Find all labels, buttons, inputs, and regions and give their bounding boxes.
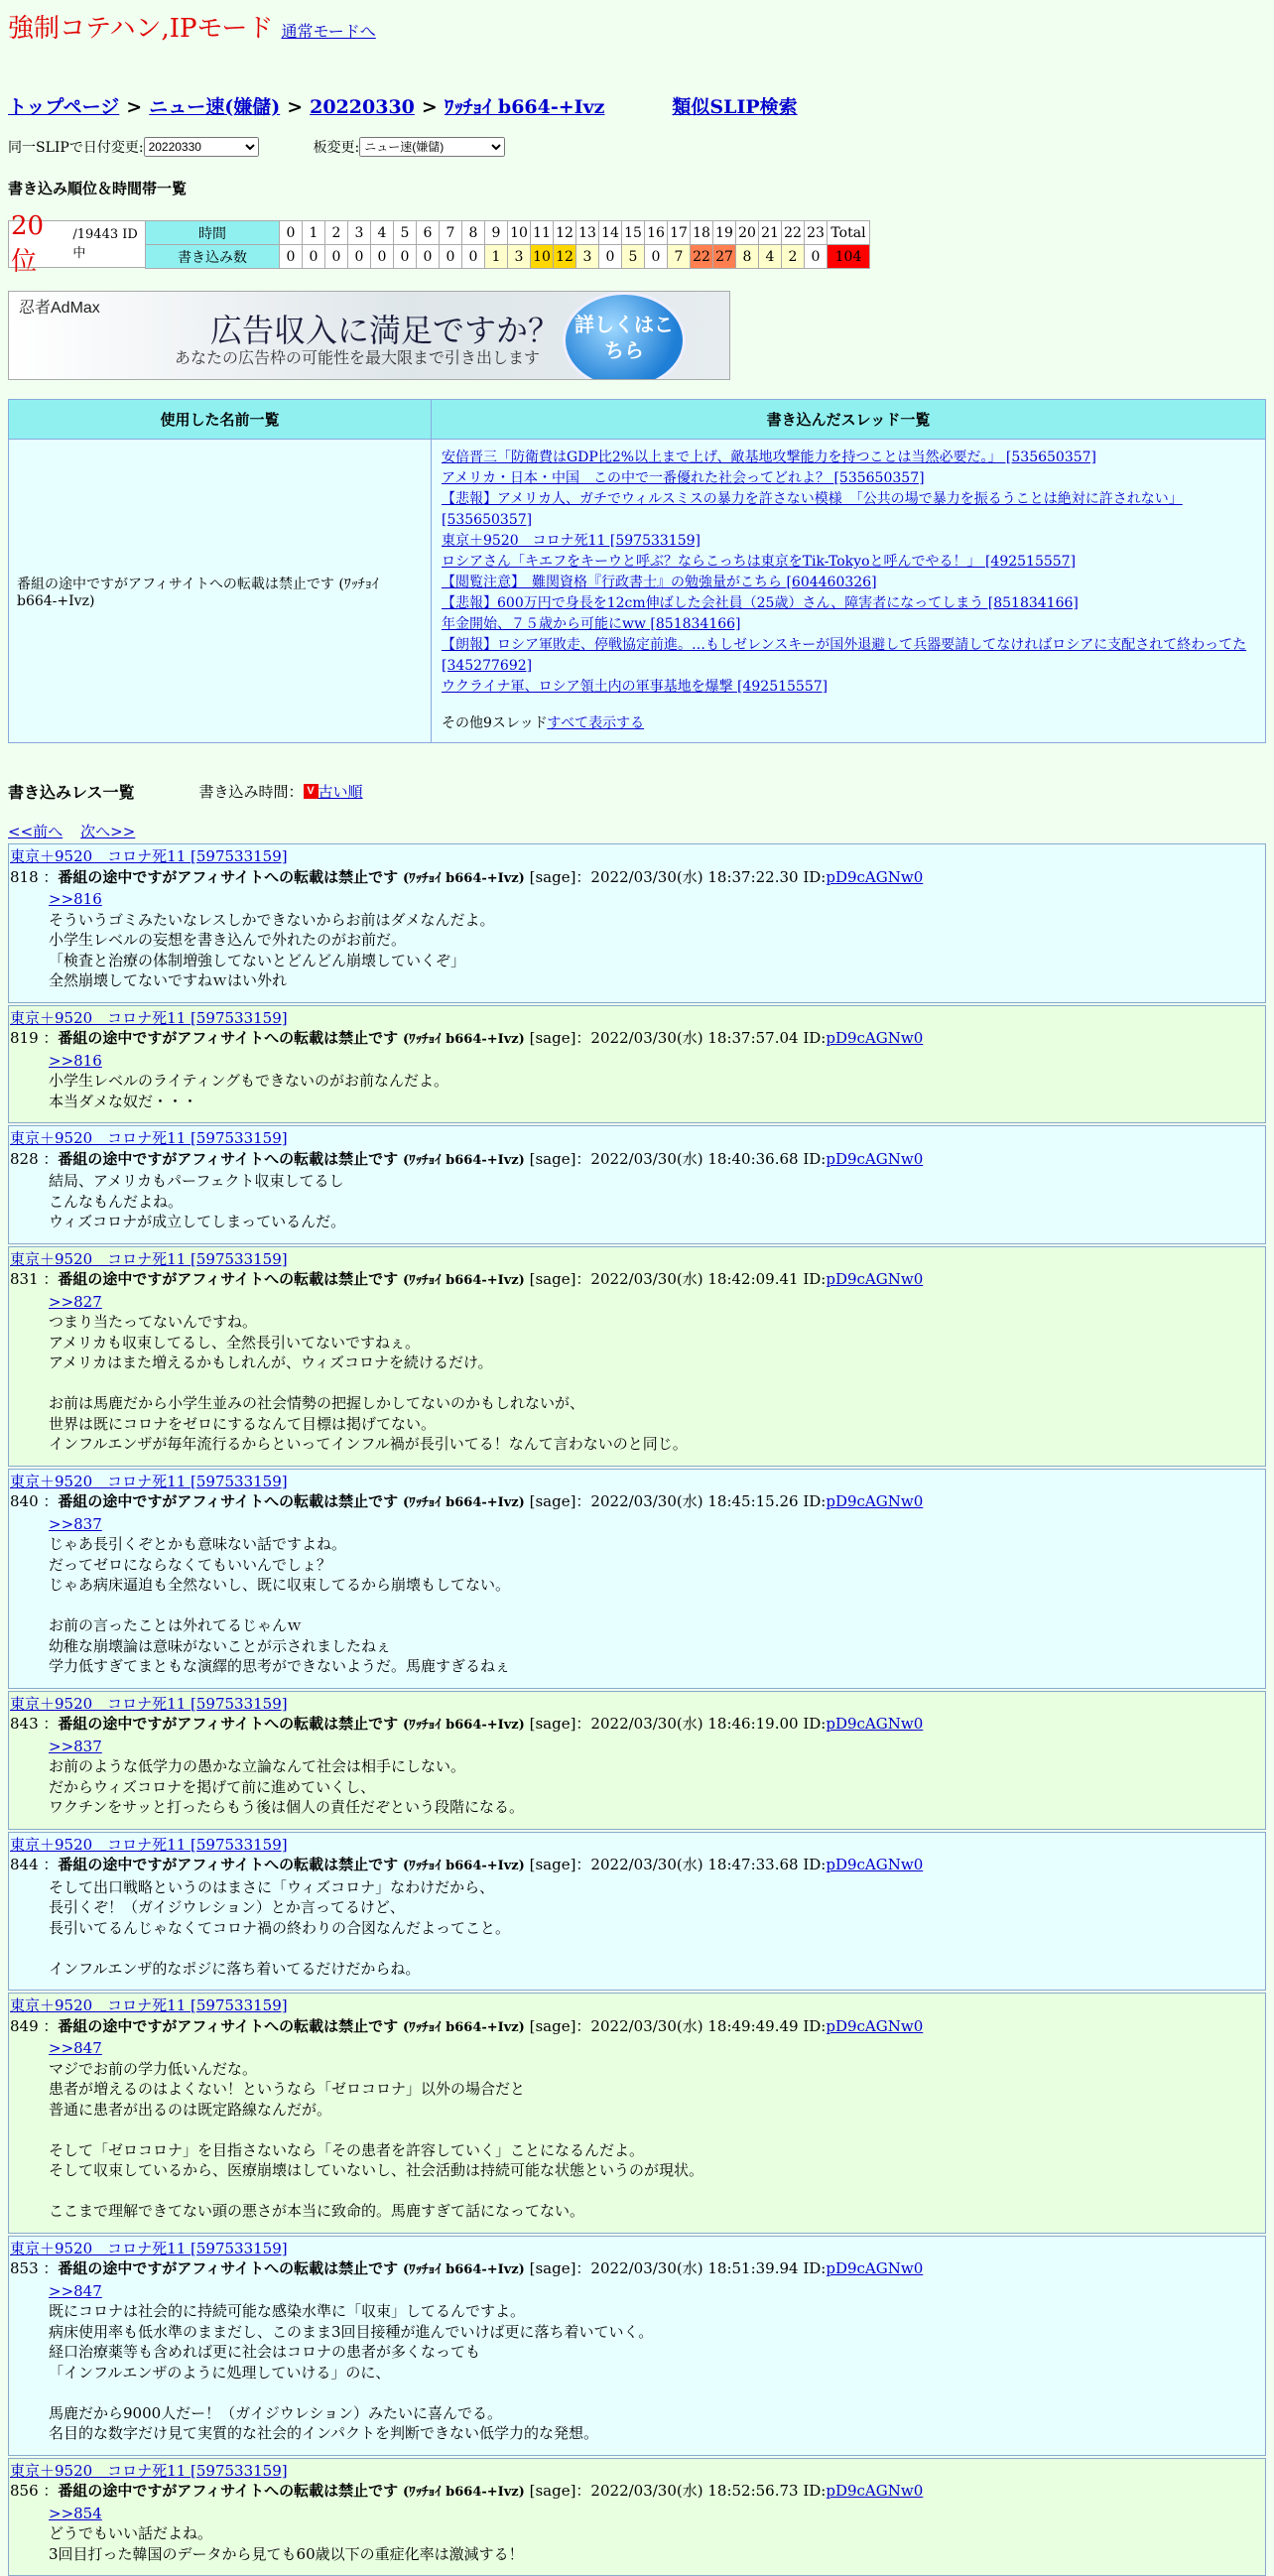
thread-link[interactable]: ロシアさん「キエフをキーウと呼ぶ？ならこっちは東京をTik-Tokyoと呼んでやる！」 [492515557] [442,554,1076,570]
thread-link[interactable]: 安倍晋三「防衛費はGDP比2%以上まで上げ、敵基地攻撃能力を持つことは当然必要だ。」 [535650357] [442,450,1096,465]
count-cell: 0 [303,245,325,269]
post-line: 小学生レベルの妄想を書き込んで外れたのがお前だ。 [49,930,1265,951]
hour-cell: 6 [417,221,440,245]
thread-item [442,593,1257,614]
post-header [9,1269,1265,1292]
responses-header [8,780,1266,803]
post-line: 名目的な数字だけ見て実質的な社会的インパクトを判断できない低学力的な発想。 [49,2423,1265,2444]
post-number: 828 [10,1150,39,1168]
count-cell: 2 [782,245,805,269]
hour-cell: 3 [348,221,371,245]
count-cell: 5 [622,245,645,269]
post-header [9,2481,1265,2504]
post-thread-link[interactable]: 東京＋9520 コロナ死11 [597533159] [10,847,288,865]
hour-cell: 15 [622,221,645,245]
post-line: こんなもんだよね。 [49,1192,1265,1213]
post-header [9,1714,1265,1737]
similar-slip-search-link[interactable]: 類似SLIP検索 [672,92,797,119]
count-cell: 0 [417,245,440,269]
hourly-post-table [145,220,870,269]
pager [8,821,1266,841]
thread-link[interactable]: 東京＋9520 コロナ死11 [597533159] [442,533,701,549]
post-thread [9,1128,1265,1149]
post-line: お前の言ったことは外れてるじゃんｗ [49,1615,1265,1636]
post-line: 学力低すぎてまともな演繹的思考ができないようだ。馬鹿すぎるねぇ [49,1656,1265,1677]
post-name: 番組の途中ですがアフィサイトへの転載は禁止です [58,868,398,886]
thread-item [442,489,1257,531]
count-row [146,245,870,269]
count-cell: 0 [805,245,828,269]
post-thread [9,1835,1265,1856]
post-number: 844 [10,1856,39,1873]
post-line: そういうゴミみたいなレスしかできないからお前はダメなんだよ。 [49,910,1265,931]
post-id-link[interactable]: pD9cAGNw0 [826,868,923,886]
post-slip: (ﾜｯﾁｮｲ b664-+Ivz) [403,1153,525,1168]
post-anchor-link[interactable]: >>837 [49,1515,102,1533]
post-number: 831 [10,1270,39,1288]
post-line: じゃあ長引くぞとかも意味ない話ですよね。 [49,1534,1265,1555]
post-anchor [49,2281,1265,2302]
post-line: 既にコロナは社会的に持続可能な感染水準に「収束」してるんですよ。 [49,2301,1265,2322]
ad-subline: あなたの広告枠の可能性を最大限まで引き出します [175,345,540,368]
post-body [9,1514,1265,1677]
post-thread [9,2239,1265,2259]
post [8,1125,1266,1244]
post-name: 番組の途中ですがアフィサイトへの転載は禁止です [58,1150,398,1168]
post-header [9,1855,1265,1877]
post-id-link[interactable]: pD9cAGNw0 [826,1270,923,1288]
post-thread-link[interactable]: 東京＋9520 コロナ死11 [597533159] [10,1129,288,1147]
post-line: 経口治療薬等も含めれば更に社会はコロナの患者が多くなっても [49,2342,1265,2363]
count-cell: 27 [713,245,736,269]
post-line: だってゼロにならなくてもいいんでしょ？ [49,1555,1265,1576]
post-thread [9,1472,1265,1492]
post-slip: (ﾜｯﾁｮｲ b664-+Ivz) [403,2020,525,2035]
post-anchor-link[interactable]: >>816 [49,1052,102,1070]
breadcrumb-date[interactable]: 20220330 [310,96,415,118]
post-id-link[interactable]: pD9cAGNw0 [826,1029,923,1047]
count-cell: 7 [668,245,691,269]
hour-cell: 7 [440,221,462,245]
breadcrumb-top[interactable]: トップページ [8,92,119,119]
threads-header: 書き込んだスレッド一覧 [432,400,1266,440]
post-anchor-link[interactable]: >>854 [49,2505,102,2522]
post-thread [9,1694,1265,1715]
post-line: 長引いてるんじゃなくてコロナ禍の終わりの合図なんだよってこと。 [49,1918,1265,1939]
post [8,1005,1266,1124]
post-line: 普通に患者が出るのは既定路線なんだが。 [49,2100,1265,2121]
hour-cell: 17 [668,221,691,245]
hour-cell: 21 [759,221,782,245]
post-meta: [sage]：2022/03/30(水) 18:46:19.00 ID: [530,1715,827,1733]
post-meta: [sage]：2022/03/30(水) 18:47:33.68 ID: [530,1856,827,1873]
post-number: 856 [10,2482,39,2500]
post-header [9,1149,1265,1172]
post-header [9,2016,1265,2039]
page-header [8,8,1266,45]
post-line: インフルエンザ的なポジに落ち着いてるだけだからね。 [49,1959,1265,1980]
board-change-label: 板変更: [314,137,360,157]
hour-cell: 18 [691,221,713,245]
thread-link[interactable]: 【朗報】ロシア軍敗走、停戦協定前進。…もしゼレンスキーが国外退避して兵器要請してなければロシアに支配されて終わってた [345277692] [442,637,1246,674]
sort-v-icon: V [304,784,318,799]
hour-cell: 11 [531,221,554,245]
rank-value: 20 位 [11,211,72,278]
thread-item [442,468,1257,489]
post-body [9,1292,1265,1455]
time-label: 書き込み時間： [199,781,304,802]
count-cell: 1 [485,245,508,269]
post-thread-link[interactable]: 東京＋9520 コロナ死11 [597533159] [10,1996,288,2014]
names-header: 使用した名前一覧 [9,400,432,440]
hour-cell: 8 [462,221,485,245]
post-thread-link[interactable]: 東京＋9520 コロナ死11 [597533159] [10,2240,288,2257]
hour-cell: Total [828,221,870,245]
ad-logo: 忍者AdMax [19,295,100,318]
post-anchor [49,1514,1265,1535]
post-name: 番組の途中ですがアフィサイトへの転載は禁止です [58,2259,398,2277]
post-number: 849 [10,2017,39,2035]
post-header [9,1491,1265,1514]
other-threads [442,713,1257,734]
hour-cell: 5 [394,221,417,245]
threads-cell [432,440,1266,743]
post-thread-link[interactable]: 東京＋9520 コロナ死11 [597533159] [10,1473,288,1490]
post-body [9,1877,1265,1980]
post-line: どうでもいい話だよね。 [49,2523,1265,2544]
post-line: ここまで理解できてない頭の悪さが本当に致命的。馬鹿すぎて話になってない。 [49,2201,1265,2222]
thread-link[interactable]: 年金開始、７５歳から可能にww [851834166] [442,616,741,632]
post-anchor [49,1292,1265,1313]
prev-page-link[interactable]: <<前へ [8,823,63,840]
hour-cell: 23 [805,221,828,245]
post-anchor [49,2038,1265,2059]
post-line [49,1938,1265,1959]
post-id-link[interactable]: pD9cAGNw0 [826,1715,923,1733]
post-body [9,889,1265,991]
post-slip: (ﾜｯﾁｮｲ b664-+Ivz) [403,1718,525,1733]
post-line: 馬鹿だから9000人だー！（ガイジウレション）みたいに喜んでる。 [49,2403,1265,2424]
thread-item [442,531,1257,552]
hour-cell: 10 [508,221,531,245]
normal-mode-link[interactable]: 通常モードへ [281,19,375,42]
page-title: 強制コテハン,IPモード [8,8,273,45]
hour-cell: 12 [554,221,576,245]
post-number-separator: ： [39,1715,59,1733]
count-cell: 3 [576,245,599,269]
post-line [49,2120,1265,2140]
next-page-link[interactable]: 次へ>> [80,823,135,840]
post-line [49,1596,1265,1616]
thread-item [442,448,1257,468]
post-id-link[interactable]: pD9cAGNw0 [826,2482,923,2500]
responses-heading: 書き込みレス一覧 [8,780,135,803]
count-cell: 3 [508,245,531,269]
hour-cell: 13 [576,221,599,245]
post-line: つまり当たってないんですね。 [49,1312,1265,1333]
post-name: 番組の途中ですがアフィサイトへの転載は禁止です [58,2482,398,2500]
count-cell: 22 [691,245,713,269]
count-cell: 0 [462,245,485,269]
hour-cell: 1 [303,221,325,245]
hour-row [146,221,870,245]
post-line: アメリカはまた増えるかもしれんが、ウィズコロナを続けるだけ。 [49,1352,1265,1373]
post-id-link[interactable]: pD9cAGNw0 [826,2017,923,2035]
thread-link[interactable]: ウクライナ軍、ロシア領土内の軍事基地を爆撃 [492515557] [442,679,828,695]
breadcrumb-board[interactable]: ニュー速(嫌儲) [149,92,280,119]
post-slip: (ﾜｯﾁｮｲ b664-+Ivz) [403,1495,525,1510]
count-cell: 0 [599,245,622,269]
sort-oldest-link[interactable]: 古い順 [318,781,363,802]
post-body [9,1051,1265,1112]
hour-cell: 0 [280,221,303,245]
post-number-separator: ： [39,868,59,886]
used-name-cell [9,440,432,743]
date-select[interactable] [144,137,259,157]
post-anchor-link[interactable]: >>827 [49,1293,102,1311]
count-cell: 0 [645,245,668,269]
ad-headline: 広告収入に満足ですか？ [210,306,560,351]
hour-cell: 4 [371,221,394,245]
post-line: 世界は既にコロナをゼロにするなんて目標は掲げてない。 [49,1414,1265,1435]
filter-bar [8,137,1266,157]
post-number-separator: ： [39,1856,59,1873]
post-line: そして出口戦略というのはまさに「ウィズコロナ」なわけだから、 [49,1877,1265,1898]
post-meta: [sage]：2022/03/30(水) 18:37:57.04 ID: [530,1029,827,1047]
post-line: だからウィズコロナを掲げて前に進めていくし、 [49,1777,1265,1798]
post-number: 853 [10,2259,39,2277]
post-line [49,1373,1265,1394]
post-id-link[interactable]: pD9cAGNw0 [826,1150,923,1168]
post-line: アメリカも収束してるし、全然長引いてないですねぇ。 [49,1333,1265,1353]
post-number-separator: ： [39,1492,59,1510]
thread-item [442,677,1257,698]
ranking-row [8,220,1266,269]
count-cell: 0 [440,245,462,269]
other-threads-text: その他9スレッド [442,715,547,731]
post-name: 番組の途中ですがアフィサイトへの転載は禁止です [58,1029,398,1047]
breadcrumb-slip[interactable]: ﾜｯﾁｮｲ b664-+Ivz [445,92,605,119]
post [8,843,1266,1003]
post-line: お前のような低学力の愚かな立論なんて社会は相手にしない。 [49,1756,1265,1777]
count-cell: 10 [531,245,554,269]
thread-item [442,573,1257,593]
hour-cell: 9 [485,221,508,245]
post-line [49,2383,1265,2403]
post-body [9,2504,1265,2565]
count-cell: 0 [325,245,348,269]
post-id-link[interactable]: pD9cAGNw0 [826,2259,923,2277]
post-thread-link[interactable]: 東京＋9520 コロナ死11 [597533159] [10,1836,288,1854]
post-meta: [sage]：2022/03/30(水) 18:51:39.94 ID: [530,2259,827,2277]
count-cell: 0 [280,245,303,269]
post-header [9,2258,1265,2281]
post-thread [9,1996,1265,2016]
post-list [8,843,1266,2576]
post [8,2458,1266,2576]
date-change-label: 同一SLIPで日付変更: [8,137,144,157]
post-body [9,1737,1265,1818]
post-line: そして「ゼロコロナ」を目指さないなら「その患者を許容していく」ことになるんだよ。 [49,2140,1265,2161]
post-slip: (ﾜｯﾁｮｲ b664-+Ivz) [403,871,525,886]
post-slip: (ﾜｯﾁｮｲ b664-+Ivz) [403,2485,525,2500]
thread-link[interactable]: 【悲報】アメリカ人、ガチでウィルスミスの暴力を許さない模様 「公共の場で暴力を振るうことは絶対に許されない」 [535650357] [442,491,1183,528]
post-number: 819 [10,1029,39,1047]
post-line: お前は馬鹿だから小学生並みの社会情勢の把握しかしてないのかもしれないが、 [49,1393,1265,1414]
post-line: 「インフルエンザのように処理していける」のに、 [49,2363,1265,2383]
thread-item [442,552,1257,573]
count-cell: 0 [371,245,394,269]
post [8,1691,1266,1830]
post-slip: (ﾜｯﾁｮｲ b664-+Ivz) [403,2262,525,2277]
post-line: 本当ダメな奴だ・・・ [49,1092,1265,1112]
post-anchor-link[interactable]: >>847 [49,2039,102,2057]
post-number-separator: ： [39,2259,59,2277]
hour-cell: 16 [645,221,668,245]
post [8,1469,1266,1689]
post-thread-link[interactable]: 東京＋9520 コロナ死11 [597533159] [10,1695,288,1713]
post-id-link[interactable]: pD9cAGNw0 [826,1492,923,1510]
post-meta: [sage]：2022/03/30(水) 18:52:56.73 ID: [530,2482,827,2500]
post-anchor [49,889,1265,910]
ad-banner[interactable] [8,291,730,380]
post-anchor [49,1051,1265,1072]
thread-link[interactable]: 【閲覧注意】 難関資格『行政書士』の勉強量がこちら [604460326] [442,575,877,590]
thread-link[interactable]: 【悲報】600万円で身長を12cm伸ばした会社員（25歳）さん、障害者になってしまう [851834166] [442,595,1079,611]
breadcrumb [8,92,1266,119]
post-name: 番組の途中ですがアフィサイトへの転載は禁止です [58,1856,398,1873]
breadcrumb-separator: > [126,96,142,118]
count-cell: 0 [348,245,371,269]
post [8,1246,1266,1467]
post-body [9,2038,1265,2222]
post-meta: [sage]：2022/03/30(水) 18:37:22.30 ID: [530,868,827,886]
post-line: 結局、アメリカもパーフェクト収束してるし [49,1171,1265,1192]
post-anchor [49,1737,1265,1757]
post-line: 病床使用率も低水準のままだし、このまま3回目接種が進んでいけば更に落ち着いていく。 [49,2322,1265,2343]
post-line: 「検査と治療の体制増強してないとどんどん崩壊していくぞ」 [49,951,1265,971]
post-line: 患者が増えるのはよくない！というなら「ゼロコロナ」以外の場合だと [49,2079,1265,2100]
post-header [9,867,1265,890]
thread-link[interactable]: アメリカ・日本・中国 この中で一番優れた社会ってどれよ？ [535650357] [442,470,925,486]
post-number-separator: ： [39,1150,59,1168]
post-line: マジでお前の学力低いんだな。 [49,2059,1265,2080]
rank-suffix: /19443 ID中 [72,227,145,261]
post-line: そして収束しているから、医療崩壊はしていないし、社会活動は持続可能な状態というのが現状。 [49,2160,1265,2181]
hour-row-label: 時間 [146,221,280,245]
post-anchor-link[interactable]: >>847 [49,2282,102,2300]
post-meta: [sage]：2022/03/30(水) 18:45:15.26 ID: [530,1492,827,1510]
hour-cell: 19 [713,221,736,245]
post-slip: (ﾜｯﾁｮｲ b664-+Ivz) [403,1273,525,1288]
post-name: 番組の途中ですがアフィサイトへの転載は禁止です [58,1270,398,1288]
thread-item [442,635,1257,677]
post-meta: [sage]：2022/03/30(水) 18:49:49.49 ID: [530,2017,827,2035]
post-name: 番組の途中ですがアフィサイトへの転載は禁止です [58,2017,398,2035]
post-line: じゃあ病床逼迫も全然ないし、既に収束してるから崩壊もしてない。 [49,1575,1265,1596]
breadcrumb-separator: > [287,96,303,118]
post-line: 小学生レベルのライティングもできないのがお前なんだよ。 [49,1071,1265,1092]
thread-item [442,614,1257,635]
post-meta: [sage]：2022/03/30(水) 18:42:09.41 ID: [530,1270,827,1288]
post-line: 幼稚な崩壊論は意味がないことが示されましたねぇ [49,1636,1265,1657]
ranking-heading: 書き込み順位＆時間帯一覧 [8,178,1266,198]
hour-cell: 20 [736,221,759,245]
post-anchor-link[interactable]: >>816 [49,890,102,908]
count-cell: 104 [828,245,870,269]
count-cell: 12 [554,245,576,269]
used-name: 番組の途中ですがアフィサイトへの転載は禁止です (ﾜｯﾁｮｲ b664-+Ivz) [17,577,379,609]
post-meta: [sage]：2022/03/30(水) 18:40:36.68 ID: [530,1150,827,1168]
hour-cell: 22 [782,221,805,245]
thread-list [442,448,1257,698]
post-number: 818 [10,868,39,886]
post-thread [9,1008,1265,1029]
post-thread-link[interactable]: 東京＋9520 コロナ死11 [597533159] [10,1250,288,1268]
post-body [9,1171,1265,1232]
breadcrumb-separator: > [422,96,438,118]
post-number-separator: ： [39,1029,59,1047]
post-number: 843 [10,1715,39,1733]
post-id-link[interactable]: pD9cAGNw0 [826,1856,923,1873]
post-name: 番組の途中ですがアフィサイトへの転載は禁止です [58,1715,398,1733]
sort-control [199,781,363,802]
ad-details-label: 詳しくはこちら [574,315,674,362]
ad-details-button[interactable] [563,292,686,380]
post-line: インフルエンザが毎年流行るからといってインフル禍が長引いてる！なんて言わないのと同じ。 [49,1434,1265,1455]
post-slip: (ﾜｯﾁｮｲ b664-+Ivz) [403,1032,525,1047]
names-threads-table [8,399,1266,743]
hour-cell: 14 [599,221,622,245]
post [8,1993,1266,2234]
post-line: ワクチンをサッと打ったらもう後は個人の責任だぞという段階になる。 [49,1797,1265,1818]
post-number-separator: ： [39,2482,59,2500]
post-line: 3回目打った韓国のデータから見ても60歳以下の重症化率は激減する！ [49,2544,1265,2565]
post-line: 長引くぞ！（ガイジウレション）とか言ってるけど、 [49,1897,1265,1918]
post [8,2236,1266,2456]
count-row-label: 書き込み数 [146,245,280,269]
post-number: 840 [10,1492,39,1510]
post-thread [9,2461,1265,2482]
post-anchor [49,2504,1265,2524]
hour-cell: 2 [325,221,348,245]
post-number-separator: ： [39,1270,59,1288]
post-line [49,2181,1265,2202]
post-body [9,2281,1265,2444]
post-header [9,1028,1265,1051]
post-thread [9,846,1265,867]
count-cell: 8 [736,245,759,269]
post-number-separator: ： [39,2017,59,2035]
post-line: 全然崩壊してないですねｗはい外れ [49,970,1265,991]
post-slip: (ﾜｯﾁｮｲ b664-+Ivz) [403,1859,525,1873]
rank-box [8,220,145,268]
post-anchor-link[interactable]: >>837 [49,1738,102,1755]
post-name: 番組の途中ですがアフィサイトへの転載は禁止です [58,1492,398,1510]
board-select[interactable] [359,137,505,157]
post-thread [9,1249,1265,1270]
post-thread-link[interactable]: 東京＋9520 コロナ死11 [597533159] [10,1009,288,1027]
show-all-threads-link[interactable]: すべて表示する [547,715,644,731]
post-line: ウィズコロナが成立してしまっているんだ。 [49,1212,1265,1232]
count-cell: 4 [759,245,782,269]
count-cell: 0 [394,245,417,269]
post [8,1832,1266,1992]
post-thread-link[interactable]: 東京＋9520 コロナ死11 [597533159] [10,2462,288,2480]
